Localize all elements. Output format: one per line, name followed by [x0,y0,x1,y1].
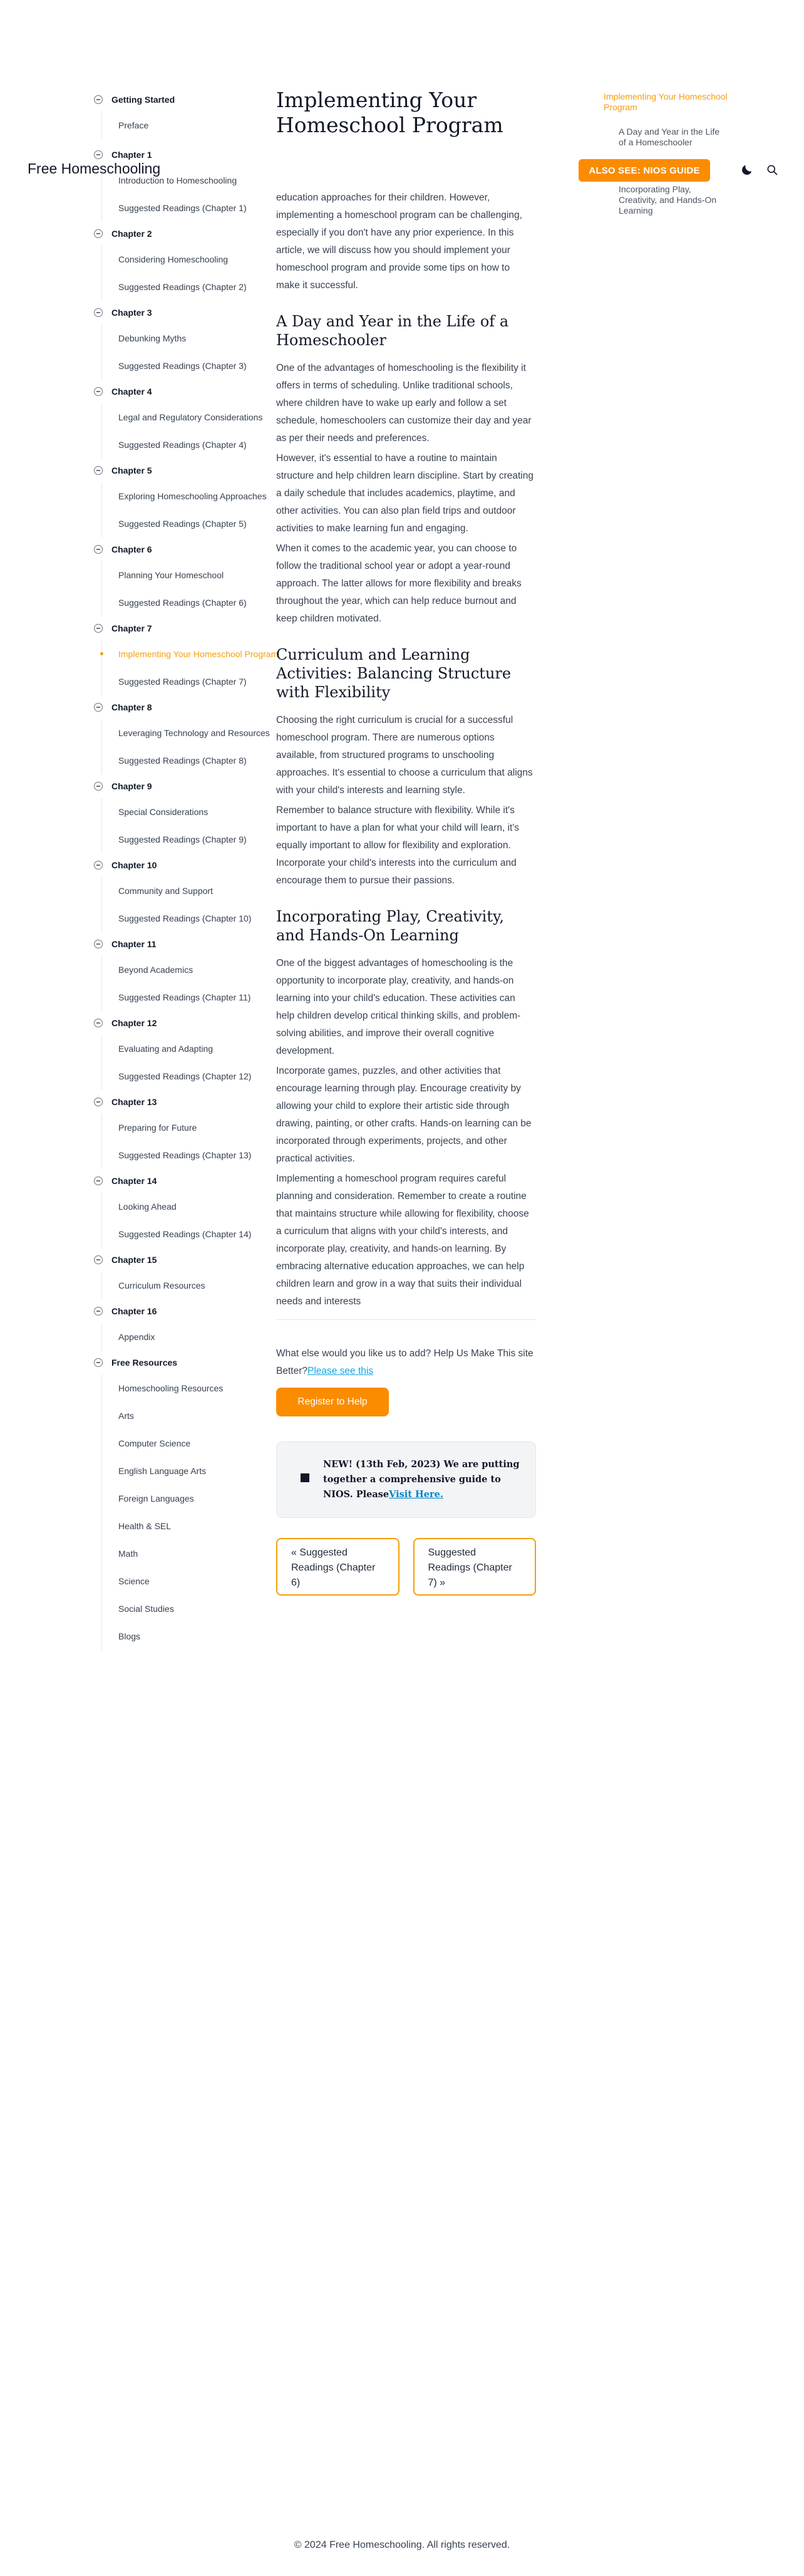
sidebar-group-title[interactable] [94,853,233,877]
prev-page-button[interactable]: « Suggested Readings (Chapter 6) [276,1538,399,1596]
sidebar-item[interactable]: Math [118,1549,138,1559]
sidebar-item[interactable]: Suggested Readings (Chapter 6) [118,598,247,608]
collapse-icon[interactable] [94,387,103,396]
sidebar-item[interactable]: Computer Science [118,1438,191,1448]
sidebar-group-title[interactable] [94,695,233,719]
sidebar-item[interactable]: Preparing for Future [118,1123,197,1133]
divider [276,1319,536,1320]
sidebar-item[interactable]: Suggested Readings (Chapter 4) [118,440,247,450]
help-prompt: What else would you like us to add? Help Us Make This site Better? [276,1348,533,1376]
group-label: Chapter 9 [111,781,152,791]
group-label: Chapter 16 [111,1306,157,1316]
collapse-icon[interactable] [94,703,103,712]
group-label: Chapter 15 [111,1255,157,1265]
sidebar-item[interactable]: Beyond Academics [118,965,193,975]
sidebar-sublist [101,798,247,853]
sidebar-group-title[interactable] [94,616,233,640]
sidebar-group [94,774,247,853]
footer: © 2024 Free Homeschooling. All rights reserved. [294,2540,510,2550]
sidebar-item[interactable]: Considering Homeschooling [118,254,229,264]
sidebar-group-title[interactable] [94,301,233,325]
collapse-icon[interactable] [94,861,103,870]
paragraph: One of the advantages of homeschooling is the flexibility it offers in terms of scheduling. Unlike traditional schools, where children have to wake up early and follow a set schedule, homeschoolers can customize their day and year as per their needs and preferences. [276,363,532,444]
group-label: Chapter 14 [111,1176,157,1186]
collapse-icon[interactable] [94,229,103,238]
sidebar-item[interactable]: Legal and Regulatory Considerations [118,412,263,422]
sidebar-item[interactable]: Suggested Readings (Chapter 1) [118,203,247,213]
sidebar-item[interactable]: Suggested Readings (Chapter 3) [118,361,247,371]
site-header [0,155,804,185]
paragraph: Incorporate games, puzzles, and other activities that encourage learning through play. Encourage creativity by allowing your child to explore their artistic side through drawing, painting, or other crafts. Hands-on learning can be incorporated through experiments, projects, and other practical activities. [276,1066,532,1164]
collapse-icon[interactable] [94,95,103,104]
sidebar-item[interactable]: Planning Your Homeschool [118,570,224,580]
sidebar-group-title[interactable] [94,1299,233,1323]
sidebar-item[interactable]: Suggested Readings (Chapter 8) [118,756,247,766]
sidebar-item[interactable]: Blogs [118,1631,141,1641]
sidebar-sublist [101,482,267,538]
toc-item[interactable]: A Day and Year in the Life of a Homeschooler [619,127,720,147]
sidebar-item[interactable]: Suggested Readings (Chapter 5) [118,519,247,529]
group-label: Chapter 6 [111,544,152,554]
toc-item[interactable]: Implementing Your Homeschool Program [604,91,728,112]
sidebar-group [94,380,263,459]
sidebar-group [94,538,247,616]
paragraph: Remember to balance structure with flexibility. While it's important to have a plan for what your child will learn, it's equally important to allow for flexibility and exploration. Incorporate your child's interests into the curriculum and encourage them to pursue their passions. [276,805,520,886]
sidebar-group [94,932,251,1011]
collapse-icon[interactable] [94,782,103,791]
sidebar-group [94,1090,252,1169]
sidebar-item[interactable]: Suggested Readings (Chapter 11) [118,992,251,1002]
site-title[interactable]: Free Homeschooling [28,160,161,177]
search-icon[interactable] [764,162,780,178]
sidebar-item[interactable]: Leveraging Technology and Resources [118,728,270,738]
collapse-icon[interactable] [94,308,103,317]
page-title: Implementing Your Homeschool Program [276,88,503,137]
nios-notice [276,1441,536,1518]
help-text [276,1345,536,1380]
collapse-icon[interactable] [94,1358,103,1367]
sidebar-group-title[interactable] [94,1011,233,1035]
sidebar-group [94,695,270,774]
collapse-icon[interactable] [94,545,103,554]
notice-link[interactable]: Visit Here. [389,1489,443,1500]
sidebar-item[interactable]: Appendix [118,1332,155,1342]
group-label: Chapter 13 [111,1097,157,1107]
sidebar [94,88,279,1767]
sidebar-group-title[interactable] [94,538,233,561]
sidebar-group-title[interactable] [94,774,233,798]
paragraph: Implementing a homeschool program requires careful planning and consideration. Remember to create a routine that maintains structure while allowing for flexibility, choose a curriculum that aligns with your child's interests, and incorporate play, creativity, and hands-on learning. By embracing alternative education approaches, we can help children learn and grow in a way that suits their individual needs and interests [276,1173,529,1307]
sidebar-group [94,88,233,143]
collapse-icon[interactable] [94,1255,103,1264]
sidebar-group-title[interactable] [94,459,233,482]
sidebar-item[interactable]: Implementing Your Homeschool Program [102,640,233,668]
collapse-icon[interactable] [94,1019,103,1027]
main-header [276,88,536,138]
sidebar-sublist [101,1193,252,1248]
sidebar-sublist [101,719,270,774]
sidebar-group [94,459,267,538]
next-page-button[interactable]: Suggested Readings (Chapter 7) » [413,1538,537,1596]
sidebar-sublist [101,1035,252,1090]
collapse-icon[interactable] [94,940,103,948]
sidebar-group [94,222,247,301]
collapse-icon[interactable] [94,466,103,475]
group-label: Getting Started [111,95,175,105]
group-label: Chapter 5 [111,465,152,475]
sidebar-item[interactable]: Suggested Readings (Chapter 14) [118,1229,252,1239]
sidebar-group-title[interactable] [94,1090,233,1114]
collapse-icon[interactable] [94,1307,103,1316]
sidebar-item[interactable]: Arts [118,1411,134,1421]
sidebar-sublist [101,325,247,380]
sidebar-group-title[interactable] [94,380,233,403]
sidebar-item[interactable]: Suggested Readings (Chapter 2) [118,282,247,292]
moon-icon[interactable] [739,162,755,178]
sidebar-group [94,1351,233,1650]
sidebar-item[interactable]: Evaluating and Adapting [118,1044,214,1054]
sidebar-sublist [101,561,247,616]
article [276,189,536,1596]
sidebar-item[interactable]: Preface [118,120,149,130]
sidebar-group-title[interactable] [94,222,233,246]
group-label: Chapter 10 [111,860,157,870]
sidebar-item[interactable]: Special Considerations [118,807,209,817]
group-label: Chapter 12 [111,1018,157,1028]
sidebar-sublist [101,877,252,932]
sidebar-item[interactable]: Social Studies [118,1604,174,1614]
paragraph: When it comes to the academic year, you can choose to follow the traditional school year or adopt a year-round approach. The latter allows for more flexibility and breaks throughout the year, which can help reduce burnout and keep children motivated. [276,543,522,624]
section-heading: A Day and Year in the Life of a Homeschooler [276,313,509,349]
sidebar-group-title[interactable] [94,932,233,956]
sidebar-sublist [101,1272,233,1299]
sidebar-sublist [101,1114,252,1169]
section-heading: Curriculum and Learning Activities: Balancing Structure with Flexibility [276,646,512,701]
sidebar-group [94,616,279,695]
sidebar-group [94,1011,252,1090]
sidebar-sublist [101,403,263,459]
paragraph: However, it's essential to have a routine to maintain structure and help children learn discipline. Start by creating a daily schedule that includes academics, playtime, and other activities. You can also plan field trips and outdoor activities to make learning fun and engaging. [276,453,533,534]
paragraph: Choosing the right curriculum is crucial for a successful homeschool program. There are numerous options available, from structured programs to unschooling approaches. It's essential to choose a curriculum that aligns with your child's interests and learning style. [276,715,533,796]
sidebar-group-title[interactable] [94,1169,233,1193]
pager [276,1538,536,1596]
sidebar-group [94,1169,252,1248]
sidebar-group [94,853,252,932]
sidebar-group-title[interactable] [94,88,233,112]
collapse-icon[interactable] [94,624,103,633]
sidebar-group [94,1248,233,1299]
sidebar-group-title[interactable] [94,1248,233,1272]
group-label: Free Resources [111,1358,178,1368]
group-label: Chapter 8 [111,702,152,712]
group-label: Chapter 2 [111,229,152,239]
sidebar-group [94,1299,233,1351]
sidebar-item[interactable]: Suggested Readings (Chapter 7) [118,677,247,687]
toc-item[interactable]: Incorporating Play, Creativity, and Hands-On Learning [619,184,717,216]
intro-paragraph: education approaches for their children. However, implementing a homeschool program can be challenging, especially if you don't have any prior experience. In this article, we will discuss how you should implement your homeschool program and provide some tips on how to make it successful. [276,192,522,291]
notice-square-icon [301,1473,309,1482]
sidebar-item[interactable]: Community and Support [118,886,213,896]
sidebar-group [94,301,247,380]
section-heading: Incorporating Play, Creativity, and Hands-On Learning [276,908,504,944]
collapse-icon[interactable] [94,1176,103,1185]
sidebar-item[interactable]: Debunking Myths [118,333,187,343]
sidebar-item[interactable]: Science [118,1576,150,1586]
help-link[interactable]: Please see this [307,1366,374,1376]
sidebar-item[interactable]: Homeschooling Resources [118,1383,224,1393]
sidebar-item[interactable]: English Language Arts [118,1466,207,1476]
sidebar-item[interactable]: Introduction to Homeschooling [118,175,237,185]
nios-guide-button[interactable]: ALSO SEE: NIOS GUIDE [579,159,710,182]
group-label: Chapter 3 [111,308,152,318]
paragraph: One of the biggest advantages of homeschooling is the opportunity to incorporate play, creativity, and hands-on learning into your child's education. These activities can help children develop critical thinking skills, and problem-solving abilities, and improve their overall cognitive development. [276,958,521,1056]
group-label: Chapter 1 [111,150,152,160]
sidebar-sublist [101,1323,233,1351]
sidebar-item[interactable]: Looking Ahead [118,1202,177,1212]
sidebar-sublist [101,1374,233,1650]
sidebar-sublist [101,246,247,301]
group-label: Chapter 4 [111,387,152,397]
sidebar-item[interactable]: Health & SEL [118,1521,172,1531]
notice-text [323,1457,523,1502]
sidebar-item[interactable]: Foreign Languages [118,1493,194,1504]
sidebar-item[interactable]: Suggested Readings (Chapter 12) [118,1071,252,1081]
sidebar-item[interactable]: Exploring Homeschooling Approaches [118,491,267,501]
register-button[interactable]: Register to Help [276,1388,389,1416]
sidebar-sublist [101,112,233,139]
sidebar-item[interactable]: Suggested Readings (Chapter 10) [118,913,252,923]
sidebar-item[interactable]: Curriculum Resources [118,1280,205,1291]
collapse-icon[interactable] [94,1098,103,1106]
group-label: Chapter 11 [111,939,157,949]
sidebar-sublist [101,640,279,695]
sidebar-group-title[interactable] [94,1351,233,1374]
group-label: Chapter 7 [111,623,152,633]
sidebar-item[interactable]: Suggested Readings (Chapter 9) [118,834,247,844]
sidebar-sublist [101,956,251,1011]
notice-message: NEW! (13th Feb, 2023) We are putting together a comprehensive guide to NIOS. Please [323,1459,520,1500]
sidebar-item[interactable]: Suggested Readings (Chapter 13) [118,1150,252,1160]
